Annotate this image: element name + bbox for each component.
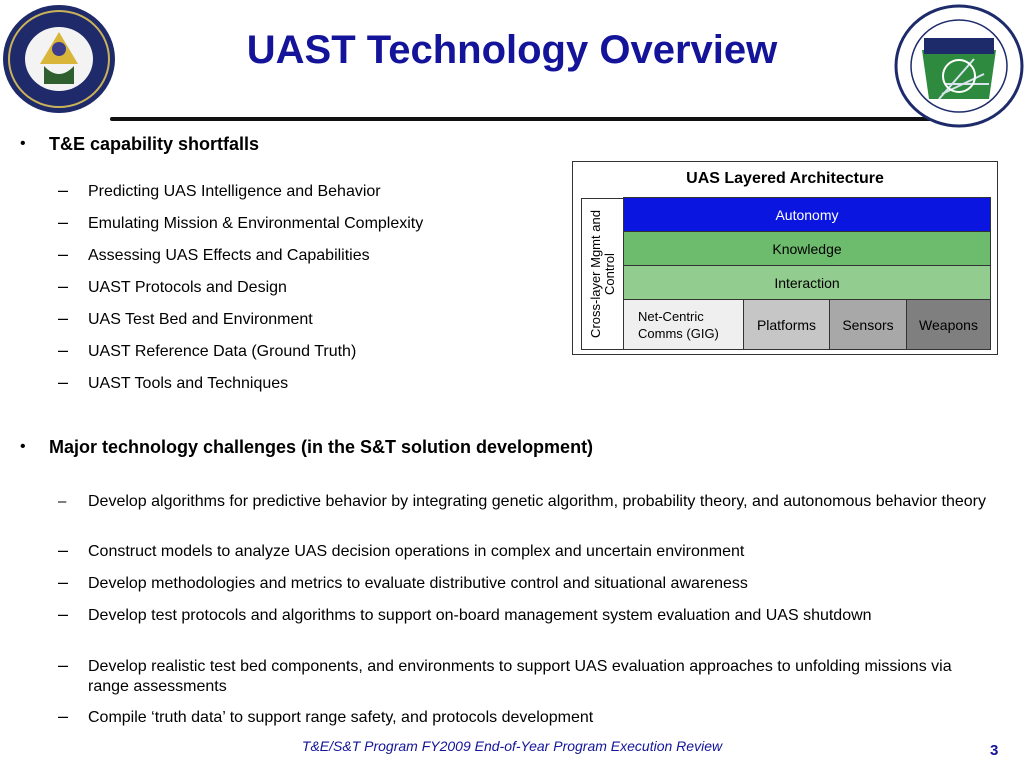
page-title: UAST Technology Overview: [246, 28, 778, 72]
bullet-marker: •: [20, 135, 26, 152]
cross-layer-label: Cross-layer Mgmt and Control: [587, 210, 617, 338]
dash-marker: –: [58, 655, 69, 675]
challenge-item: Compile ‘truth data’ to support range safety, and protocols development: [88, 709, 594, 726]
shortfall-item: UAS Test Bed and Environment: [88, 311, 313, 328]
page-number: 3: [990, 742, 999, 759]
dash-marker: –: [58, 493, 67, 510]
dash-marker: –: [58, 572, 69, 592]
footer-text: T&E/S&T Program FY2009 End-of-Year Program Execution Review: [301, 738, 723, 754]
shortfall-item: Assessing UAS Effects and Capabilities: [88, 247, 370, 264]
challenge-item: Develop methodologies and metrics to evaluate distributive control and situational awareness: [88, 575, 748, 592]
shortfall-item: UAST Tools and Techniques: [88, 375, 289, 392]
diagram-title: UAS Layered Architecture: [686, 170, 884, 187]
uas-layered-architecture-diagram: [572, 161, 998, 355]
title-divider: [110, 117, 970, 121]
block-net-centric-comms: Net-Centric Comms (GIG): [623, 299, 744, 350]
cross-layer-block: [581, 198, 624, 350]
shortfall-item: UAST Reference Data (Ground Truth): [88, 343, 357, 360]
bullet-marker: •: [20, 438, 26, 455]
challenge-item: Develop realistic test bed components, and environments to support UAS evaluation approaches to unfolding missions via range assessments: [88, 658, 952, 695]
dash-marker: –: [58, 276, 69, 296]
section-heading-challenges: Major technology challenges (in the S&T solution development): [49, 437, 594, 457]
block-platforms: Platforms: [743, 299, 830, 350]
layer-autonomy: Autonomy: [623, 197, 991, 232]
challenge-item: Develop test protocols and algorithms to support on-board management system evaluation and UAS shutdown: [88, 607, 872, 624]
dash-marker: –: [58, 340, 69, 360]
dash-marker: –: [58, 706, 69, 726]
dash-marker: –: [58, 308, 69, 328]
test-evaluation-seal-logo: [894, 4, 1024, 128]
section-heading-shortfalls: T&E capability shortfalls: [49, 134, 260, 154]
dash-marker: –: [58, 372, 69, 392]
block-sensors: Sensors: [829, 299, 907, 350]
dash-marker: –: [58, 212, 69, 232]
shortfall-item: Predicting UAS Intelligence and Behavior: [88, 183, 381, 200]
layer-knowledge: Knowledge: [623, 231, 991, 266]
dash-marker: –: [58, 540, 69, 560]
trmc-seal-logo: [2, 4, 117, 114]
dash-marker: –: [58, 604, 69, 624]
challenge-item: Develop algorithms for predictive behavior by integrating genetic algorithm, probability theory, and autonomous behavior theory: [88, 493, 986, 510]
block-weapons: Weapons: [906, 299, 991, 350]
shortfall-item: Emulating Mission & Environmental Complexity: [88, 215, 424, 232]
challenge-item: Construct models to analyze UAS decision operations in complex and uncertain environment: [88, 543, 745, 560]
dash-marker: –: [58, 244, 69, 264]
dash-marker: –: [58, 180, 69, 200]
shortfall-item: UAST Protocols and Design: [88, 279, 287, 296]
layer-interaction: Interaction: [623, 265, 991, 300]
